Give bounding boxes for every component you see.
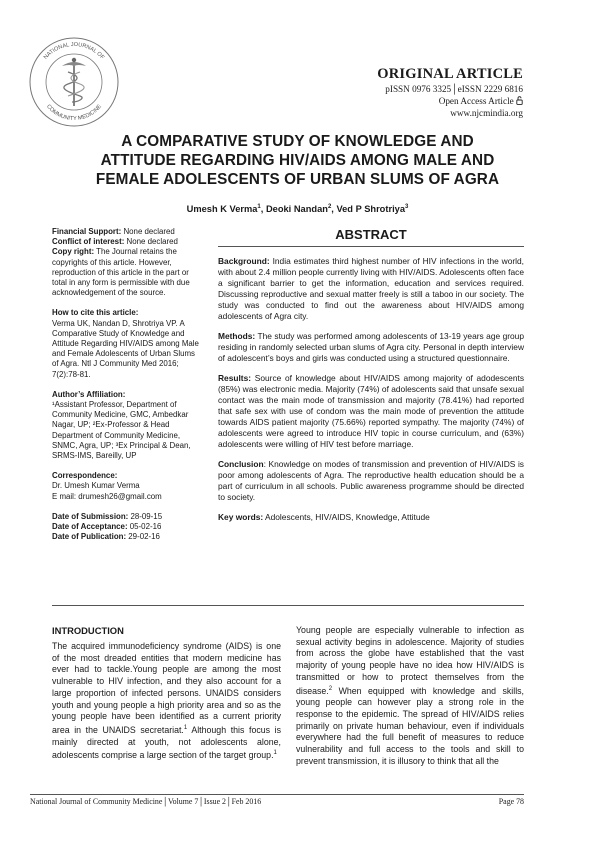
logo-text-top: NATIONAL JOURNAL OF bbox=[42, 41, 106, 61]
logo-text-bottom: COMMUNITY MEDICINE bbox=[45, 103, 103, 123]
author-3: Ved P Shrotriya bbox=[336, 204, 406, 215]
acceptance-label: Date of Acceptance: bbox=[52, 522, 128, 532]
open-access-label: Open Access Article bbox=[438, 96, 514, 106]
title-line-1: A COMPARATIVE STUDY OF KNOWLEDGE AND bbox=[121, 133, 474, 150]
financial-support-label: Financial Support: bbox=[52, 227, 122, 236]
journal-logo bbox=[28, 36, 120, 128]
footer-journal: National Journal of Community Medicine│Volume 7│Issue 2│Feb 2016 bbox=[30, 797, 262, 806]
submission-date: 28-09-15 bbox=[130, 511, 163, 521]
affiliation-label: Author’s Affiliation: bbox=[52, 389, 126, 399]
correspondence-name: Dr. Umesh Kumar Verma bbox=[52, 481, 140, 491]
keywords-text: Adolescents, HIV/AIDS, Knowledge, Attitude bbox=[265, 512, 430, 522]
publication-label: Date of Publication: bbox=[52, 532, 127, 542]
abstract-divider bbox=[218, 246, 524, 247]
abstract-heading: ABSTRACT bbox=[335, 227, 407, 242]
methods-text: The study was performed among adolescents of 13-19 years age group residing in randomly selected urban slums of Agra city. Personal in depth interview of adolescent’s boys and girls was conducted using a structured questionnaire. bbox=[218, 331, 524, 363]
intro-para-1a: The acquired immunodeficiency syndrome (AIDS) is one of the most dreaded entities that modern medicine has ever had to tackle.Young people are among the most vulnerable to HIV infection, and they also account for a large proportion of infected persons. UNAIDS considers youth and young people a high priority area and so as the young people have been identified as a current priority area in the UNAIDS secretariat. bbox=[52, 641, 281, 735]
conclusion-label: Conclusion bbox=[218, 459, 264, 469]
body-column-2 bbox=[296, 625, 524, 767]
methods-label: Methods: bbox=[218, 331, 256, 341]
conclusion-text: : Knowledge on modes of transmission and prevention of HIV/AIDS is poor among adolescents of Agra. The reproductive health education should be a part of curriculum in all schools. Public awareness programme should be directed to society. bbox=[218, 459, 524, 502]
article-type: ORIGINAL ARTICLE bbox=[377, 66, 523, 82]
acceptance-date: 05-02-16 bbox=[129, 522, 162, 532]
article-info-sidebar bbox=[52, 227, 202, 542]
open-lock-icon bbox=[516, 96, 523, 106]
footer-divider bbox=[30, 794, 524, 795]
submission-label: Date of Submission: bbox=[52, 511, 129, 521]
correspondence-email[interactable]: E mail: drumesh26@gmail.com bbox=[52, 491, 162, 501]
body-column-1 bbox=[52, 641, 281, 762]
introduction-heading: INTRODUCTION bbox=[52, 625, 124, 636]
correspondence-label: Correspondence: bbox=[52, 471, 118, 481]
author-3-sup: 3 bbox=[405, 204, 409, 210]
publication-date: 29-02-16 bbox=[128, 532, 160, 542]
results-text: Source of knowledge about HIV/AIDS among majority of adodescents (85%) was electronic media. Majority (74%) of adolescents said that unsafe sexual contact was the main mode of transmission and majority (78.41%) had reported that safe sex with use of condom was the main mode of prevention the attitude towards AIDS patient majority (75.66%) reported sympathy. The majority (74%) of adolescents were agreed to introduce HIV topic in course curriculum, and (63%) adolescents were willing of HIV test before marriage. bbox=[218, 373, 525, 449]
author-1: Umesh K Verma bbox=[186, 204, 258, 215]
affiliation-value: ¹Assistant Professor, Department of Community Medicine, GMC, Ambedkar Nagar, UP; ²Ex-Professor & Head Department of Community Medicine, SNMC, Agra, UP; ³Ex Principal & Dean, SRMS-IMS, Bareilly, UP bbox=[52, 400, 191, 461]
abstract-body bbox=[218, 256, 524, 523]
intro-para-2a: Young people are especially vulnerable to infection as sexual activity begins in adolescence. Majority of studies from across the globe have established that the vast majority of young people have no idea how HIV/AIDS is transmitted or how to protect themselves from the disease. bbox=[296, 625, 524, 696]
author-2: Deoki Nandan bbox=[265, 204, 328, 215]
conflict-value: None declared bbox=[126, 237, 178, 247]
citation-1: 1 bbox=[183, 724, 188, 731]
author-1-sup: 1 bbox=[257, 204, 261, 210]
page-number: Page 78 bbox=[498, 797, 524, 806]
financial-support-value: None declared bbox=[123, 227, 175, 236]
citation-1b: 1 bbox=[273, 750, 277, 757]
cite-label: How to cite this article: bbox=[52, 308, 139, 318]
citation-2: 2 bbox=[328, 685, 333, 692]
background-label: Background: bbox=[218, 256, 270, 266]
author-list: Umesh K Verma$^1$, Deoki Nandan$^2$, Ved P Shrotriya$^3$ bbox=[186, 204, 409, 215]
title-line-3: FEMALE ADOLESCENTS OF URBAN SLUMS OF AGRA bbox=[95, 171, 500, 188]
website-link[interactable]: www.njcmindia.org bbox=[450, 108, 523, 118]
article-title bbox=[40, 132, 555, 189]
open-access-line bbox=[439, 96, 523, 106]
results-label: Results: bbox=[218, 373, 252, 383]
svg-text:COMMUNITY MEDICINE bbox=[45, 103, 103, 122]
section-divider bbox=[52, 605, 524, 606]
keywords-label: Key words: bbox=[218, 512, 264, 522]
page-footer bbox=[30, 797, 524, 806]
cite-value: Verma UK, Nandan D, Shrotriya VP. A Comparative Study of Knowledge and Attitude Regarding HIV/AIDS among Male and Female Adolescents of Urban Slums of Agra. Ntl J Community Med 2016; 7(2):78-81. bbox=[52, 318, 199, 379]
intro-para-2b: When equipped with knowledge and skills, young people can however play a strong role in the response to the epidemic. The spread of HIV/AIDS relies primarily on private human behaviour, even if individuals everywhere had the full benefit of measures to reduce vulnerability and full access to the tools and skill to prevent transmission, it is illusory to think that all the bbox=[296, 685, 524, 766]
conflict-label: Conflict of interest: bbox=[52, 237, 125, 247]
copyright-value: The Journal retains the copyrights of this article. However, reproduction of this article in the part or total in any form is permissible with due acknowledgement of the source. bbox=[52, 247, 190, 298]
issn-line: pISSN 0976 3325│eISSN 2229 6816 bbox=[385, 84, 523, 94]
background-text: India estimates third highest number of HIV infections in the world, with about 2.4 million people currently living with HIV/AIDS. Adolescents often face a significant barrier to get the information, education and services required. Discussing reproductive and sexual matter freely is still a taboo in our society. The study was conducted to find out the awareness about HIV/AIDS among adolescents of Agra city. bbox=[218, 256, 525, 321]
title-line-2: ATTITUDE REGARDING HIV/AIDS AMONG MALE AND bbox=[100, 152, 495, 169]
intro-para-1b: Although this focus is mainly directed at youth, not adolescents alone, adolescents comprise a large section of the target group. bbox=[52, 724, 281, 761]
abstract-section bbox=[218, 224, 524, 532]
copyright-label: Copy right: bbox=[52, 247, 95, 257]
author-2-sup: 2 bbox=[327, 204, 332, 210]
